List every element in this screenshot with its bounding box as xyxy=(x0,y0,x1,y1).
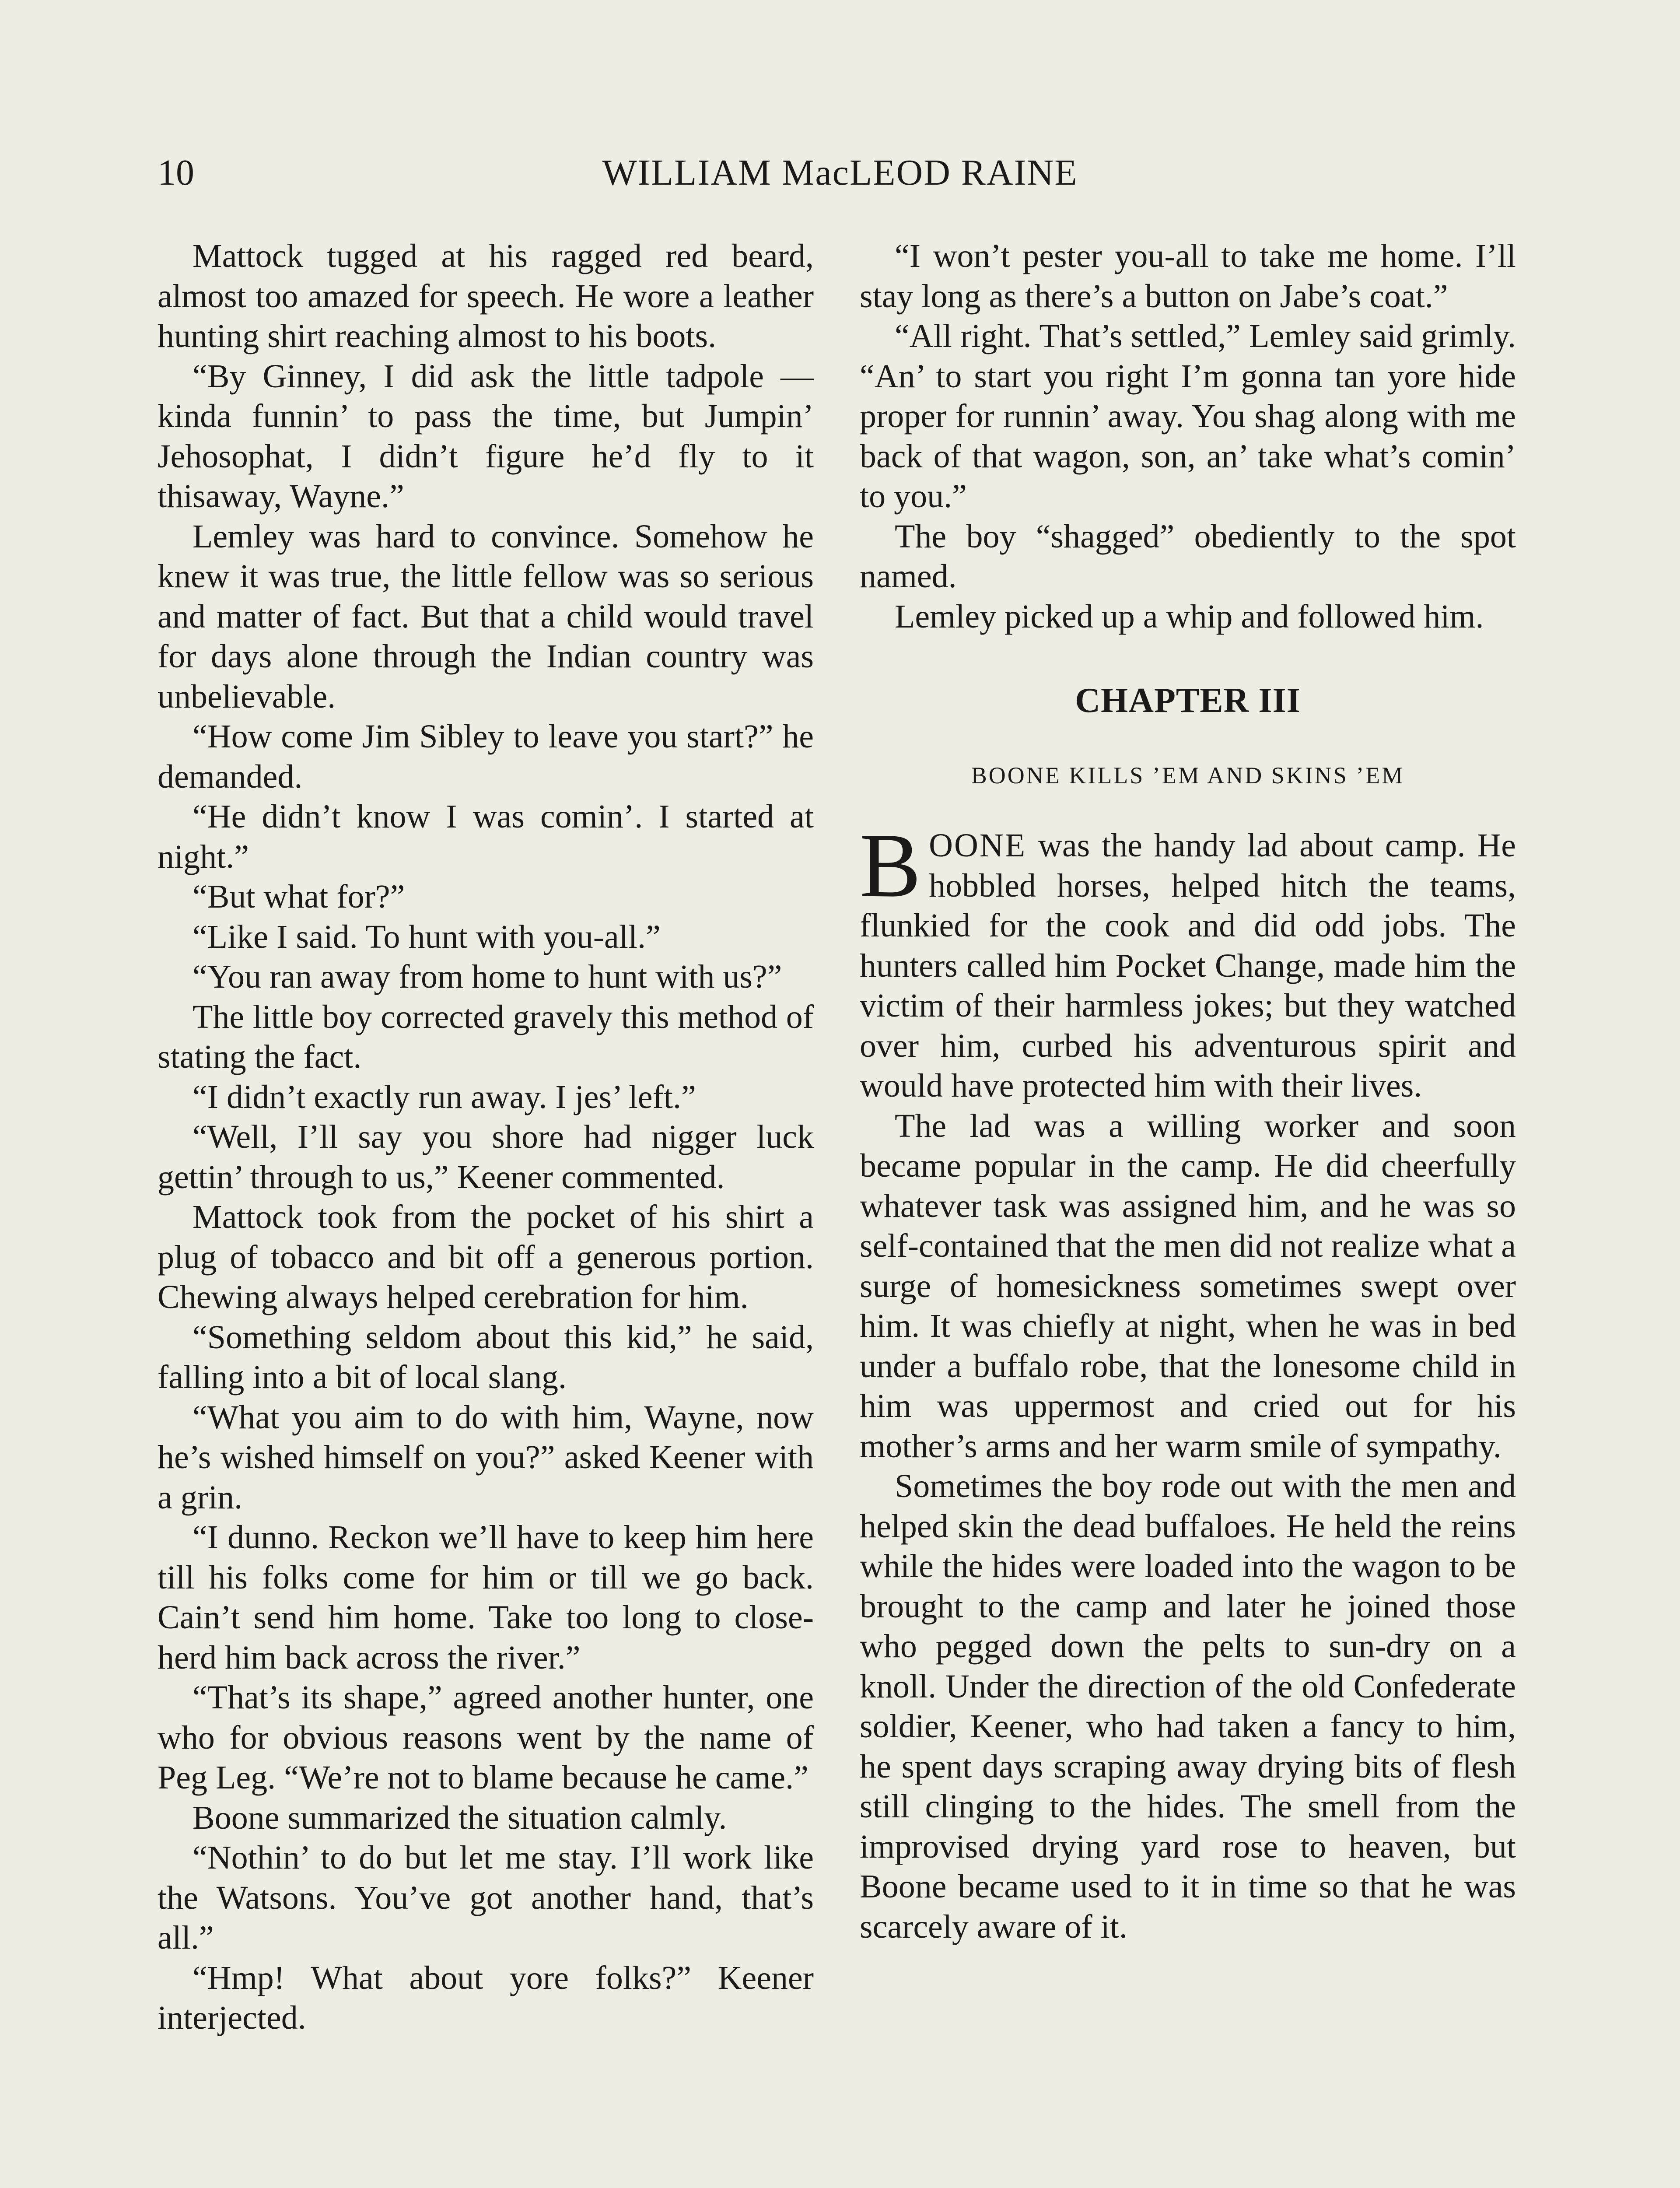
paragraph: Lemley was hard to convince. Somehow he knew it was true, the little fellow was so serious and matter of fact. But that a child would travel for days alone through the Indian country was unbelievable. xyxy=(158,518,814,715)
page-header xyxy=(0,149,1680,197)
chapter-subtitle: BOONE KILLS ’EM AND SKINS ’EM xyxy=(971,762,1405,789)
paragraph: “Hmp! What about yore folks?” Keener interjected. xyxy=(158,1959,814,2036)
opening-word: OONE xyxy=(929,827,1027,864)
paragraph: The lad was a willing worker and soon became popular in the camp. He did cheerfully whatever task was assigned him, and he was so self-contained that the men did not realize what a surge of homesickness sometimes swept over him. It was chiefly at night, when he was in bed under a buffalo robe, that the lonesome child in him was uppermost and cried out for his mother’s arms and her warm smile of sympathy. xyxy=(860,1107,1516,1465)
paragraph: Mattock tugged at his ragged red beard, almost too amazed for speech. He wore a leather hunting shirt reaching almost to his boots. xyxy=(158,238,814,354)
paragraph: “I dunno. Reckon we’ll have to keep him here till his folks come for him or till we go back. Cain’t send him home. Take too long to close-herd him back across the river.” xyxy=(158,1519,814,1676)
paragraph: “But what for?” xyxy=(192,878,405,915)
paragraph: “How come Jim Sibley to leave you start?” he demanded. xyxy=(158,718,814,795)
paragraph: “All right. That’s settled,” Lemley said grimly. “An’ to start you right I’m gonna tan yore hide proper for runnin’ away. You shag along with me back of that wagon, son, an’ take what’s comin’ to you.” xyxy=(860,318,1516,515)
paragraph: Sometimes the boy rode out with the men and helped skin the dead buffaloes. He held the reins while the hides were loaded into the wagon to be brought to the camp and later he joined those who pegged down the pelts to sun-dry on a knoll. Under the direction of the old Confederate soldier, Keener, who had taken a fancy to him, he spent days scraping away drying bits of flesh still clinging to the hides. The smell from the improvised drying yard rose to heaven, but Boone became used to it in time so that he was scarcely aware of it. xyxy=(860,1468,1516,1945)
paragraph: “What you aim to do with him, Wayne, now he’s wished himself on you?” asked Keener with a grin. xyxy=(158,1399,814,1516)
chapter-opening-paragraph xyxy=(860,815,1516,1106)
paragraph: “I won’t pester you-all to take me home. I’ll stay long as there’s a button on Jabe’s coat.” xyxy=(860,238,1516,315)
paragraph: The little boy corrected gravely this method of stating the fact. xyxy=(158,998,814,1075)
paragraph: Boone summarized the situation calmly. xyxy=(192,1799,727,1836)
paragraph: “Something seldom about this kid,” he said, falling into a bit of local slang. xyxy=(158,1318,814,1396)
paragraph: “By Ginney, I did ask the little tadpole —kinda funnin’ to pass the time, but Jumpin’ Jehosophat, I didn’t figure he’d fly to it thisaway, Wayne.” xyxy=(158,358,814,515)
paragraph: “He didn’t know I was comin’. I started at night.” xyxy=(158,798,814,875)
paragraph: “You ran away from home to hunt with us?” xyxy=(192,958,782,995)
opening-text: was the handy lad about camp. He hobbled horses, helped hitch the teams, flunkied for the cook and did odd jobs. The hunters called him Pocket Change, made him the victim of their harmless jokes; but they watched over him, curbed his adventurous spirit and would have protected him with their lives. xyxy=(860,827,1516,1104)
paragraph: “That’s its shape,” agreed another hunter, one who for obvious reasons went by the name of Peg Leg. “We’re not to blame because he came.” xyxy=(158,1679,814,1796)
paragraph: Mattock took from the pocket of his shirt a plug of tobacco and bit off a generous portion. Chewing always helped cerebration for him. xyxy=(158,1199,814,1315)
paragraph: “Well, I’ll say you shore had nigger luck gettin’ through to us,” Keener commented. xyxy=(158,1119,814,1196)
page-number: 10 xyxy=(158,152,194,193)
left-column xyxy=(158,236,814,2038)
right-column xyxy=(860,236,1516,1947)
running-head: WILLIAM MacLEOD RAINE xyxy=(602,152,1078,193)
paragraph: “Nothin’ to do but let me stay. I’ll work like the Watsons. You’ve got another hand, that’s all.” xyxy=(158,1839,814,1956)
paragraph: Lemley picked up a whip and followed him. xyxy=(895,598,1484,635)
drop-cap: B xyxy=(860,815,921,916)
chapter-title: CHAPTER III xyxy=(1075,681,1301,720)
paragraph: “I didn’t exactly run away. I jes’ left.” xyxy=(192,1078,696,1115)
paragraph: “Like I said. To hunt with you-all.” xyxy=(192,918,661,955)
paragraph: The boy “shagged” obediently to the spot named. xyxy=(860,518,1516,595)
